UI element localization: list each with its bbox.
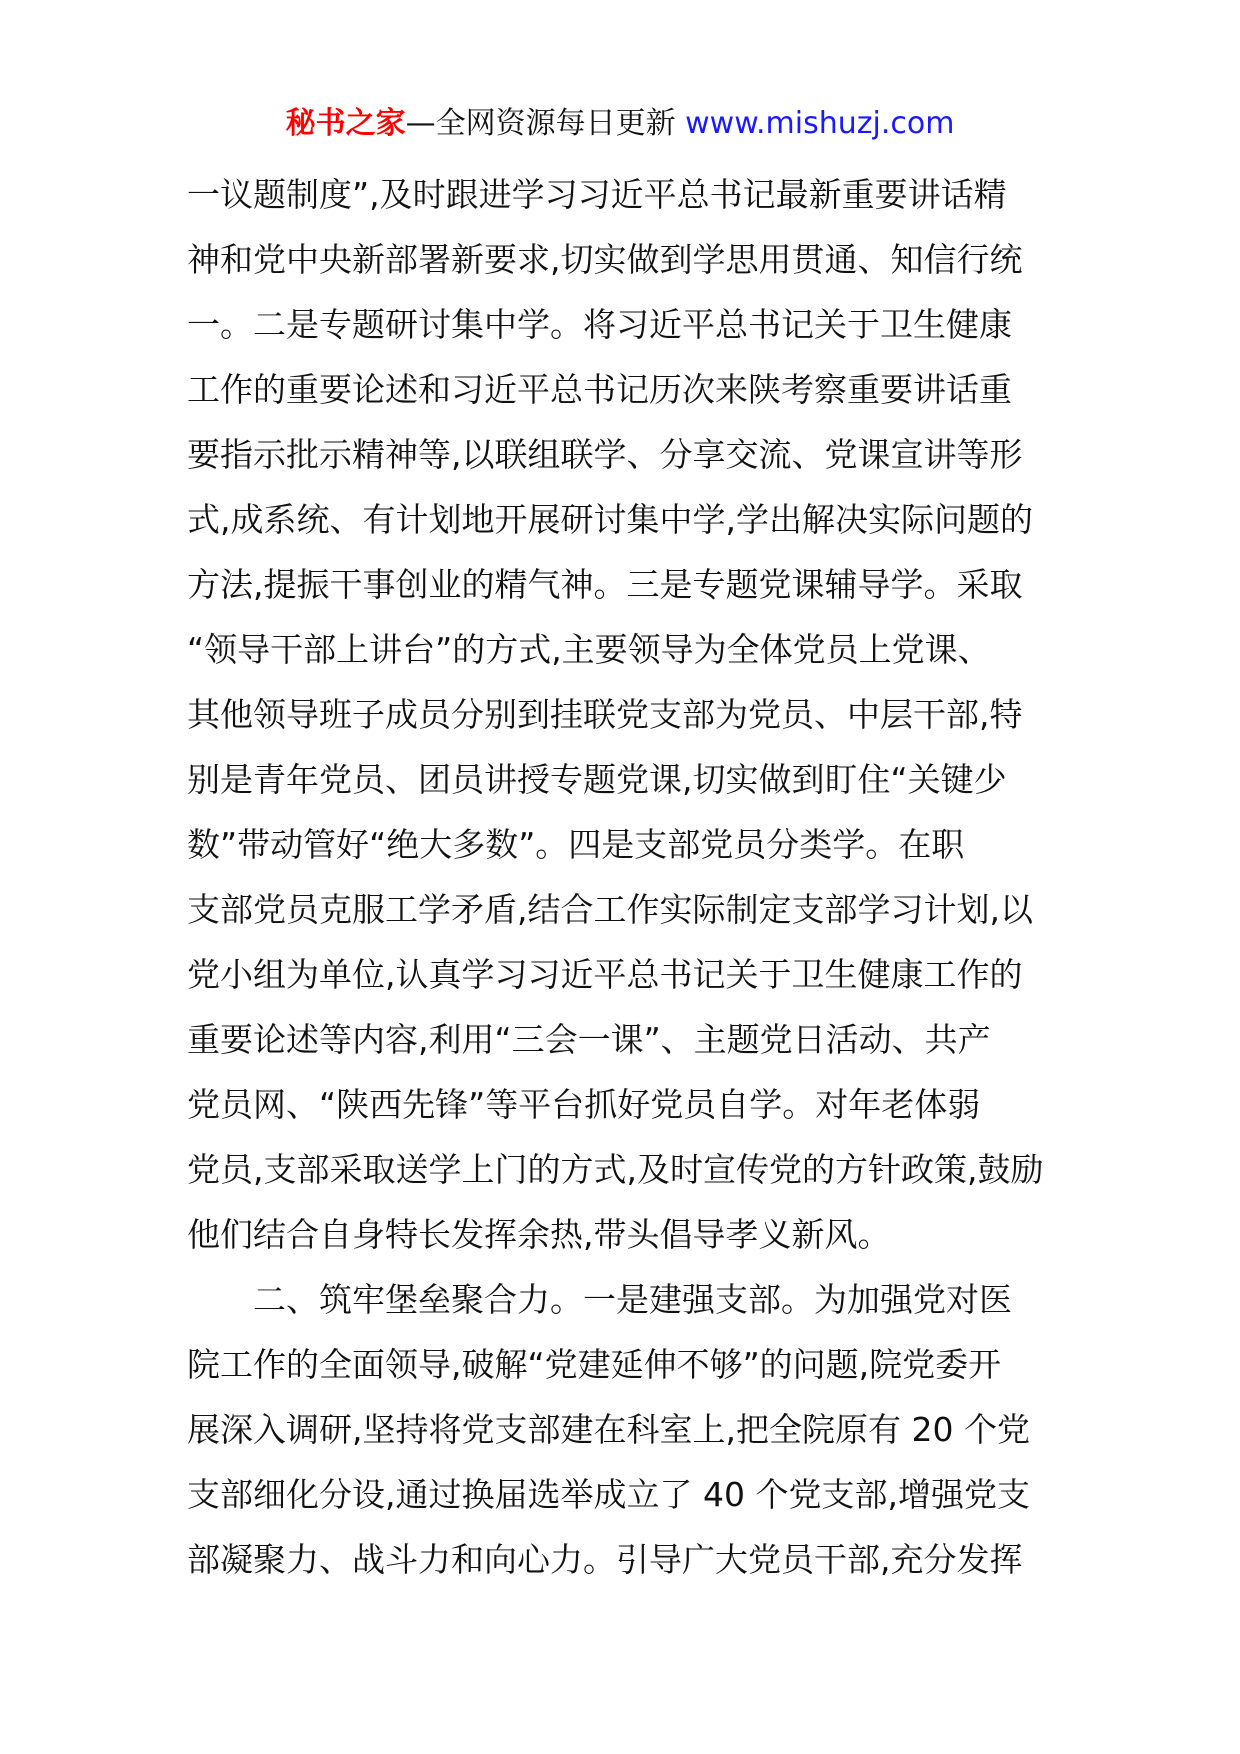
text-line: “领导干部上讲台”的方式,主要领导为全体党员上党课、 <box>187 630 991 669</box>
text-line: 党小组为单位,认真学习习近平总书记关于卫生健康工作的 <box>187 955 1023 994</box>
text-line: 党员,支部采取送学上门的方式,及时宣传党的方针政策,鼓励 <box>187 1150 1044 1189</box>
text-line: 式,成系统、有计划地开展研讨集中学,学出解决实际问题的 <box>187 500 1033 539</box>
header-tagline: —全网资源每日更新 <box>405 106 686 141</box>
text-line: 工作的重要论述和习近平总书记历次来陕考察重要讲话重 <box>187 370 1012 409</box>
text-line: 党员网、“陕西先锋”等平台抓好党员自学。对年老体弱 <box>187 1085 981 1124</box>
text-line: 方法,提振干事创业的精气神。三是专题党课辅导学。采取 <box>187 565 1023 604</box>
site-url-link[interactable]: www.mishuzj.com <box>685 106 955 141</box>
text-line: 别是青年党员、团员讲授专题党课,切实做到盯住“关键少 <box>187 760 1007 799</box>
text-line: 一议题制度”,及时跟进学习习近平总书记最新重要讲话精 <box>187 175 1007 214</box>
document-body <box>187 162 1067 1592</box>
text-line: 重要论述等内容,利用“三会一课”、主题党日活动、共产 <box>187 1020 991 1059</box>
text-line: 数”带动管好“绝大多数”。四是支部党员分类学。在职 <box>187 825 965 864</box>
text-line: 部凝聚力、战斗力和向心力。引导广大党员干部,充分发挥 <box>187 1540 1023 1579</box>
text-line: 支部细化分设,通过换届选举成立了 40 个党支部,增强党支 <box>187 1475 1030 1514</box>
text-line: 一。二是专题研讨集中学。将习近平总书记关于卫生健康 <box>187 305 1012 344</box>
text-line: 支部党员克服工学矛盾,结合工作实际制定支部学习计划,以 <box>187 890 1033 929</box>
text-line: 神和党中央新部署新要求,切实做到学思用贯通、知信行统 <box>187 240 1023 279</box>
text-line: 其他领导班子成员分别到挂联党支部为党员、中层干部,特 <box>187 695 1023 734</box>
brand-name: 秘书之家 <box>285 106 406 141</box>
text-line: 要指示批示精神等,以联组联学、分享交流、党课宣讲等形 <box>187 435 1023 474</box>
text-line: 院工作的全面领导,破解“党建延伸不够”的问题,院党委开 <box>187 1345 1002 1384</box>
section-heading-line: 二、筑牢堡垒聚合力。一是建强支部。为加强党对医 <box>187 1280 1012 1319</box>
page-header <box>0 104 1240 144</box>
text-line: 他们结合自身特长发挥余热,带头倡导孝义新风。 <box>187 1215 891 1254</box>
text-line: 展深入调研,坚持将党支部建在科室上,把全院原有 20 个党 <box>187 1410 1030 1449</box>
